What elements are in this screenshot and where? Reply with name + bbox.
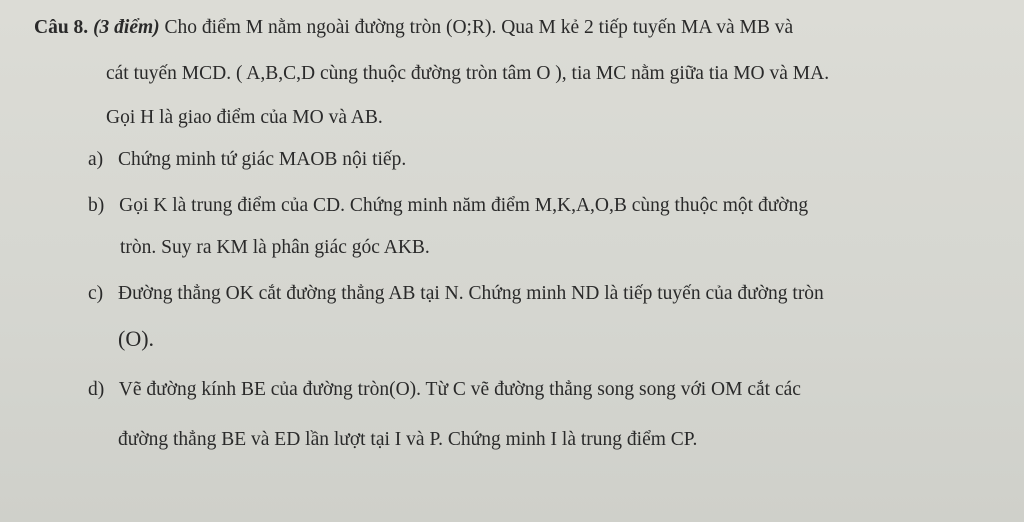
part-c-text-2: (O). [118,326,155,351]
part-d-text-2: đường thẳng BE và ED lần lượt tại I và P. Chứng minh I là trung điểm CP. [118,429,698,450]
question-number: Câu 8. [34,17,89,38]
part-c-text-1: Đường thẳng OK cắt đường thẳng AB tại N. Chứng minh ND là tiếp tuyến của đường tròn [118,283,824,304]
part-a [88,150,406,170]
question-line-2: cát tuyến MCD. ( A,B,C,D cùng thuộc đường tròn tâm O ), tia MC nằm giữa tia MO và MA. [106,63,830,84]
part-c-label: c) [88,283,104,304]
part-b-label: b) [88,195,105,216]
part-b-text-1: Gọi K là trung điểm của CD. Chứng minh năm điểm M,K,A,O,B cùng thuộc một đường [119,195,809,216]
question-points: (3 điểm) [93,17,160,38]
part-b-text-2: tròn. Suy ra KM là phân giác góc AKB. [120,237,430,258]
part-d [88,380,801,400]
part-d-label: d) [88,379,105,400]
part-b [88,196,808,216]
question-header-line [34,18,793,38]
part-d-text-1: Vẽ đường kính BE của đường tròn(O). Từ C vẽ đường thẳng song song với OM cắt các [118,379,801,400]
question-line-3: Gọi H là giao điểm của MO và AB. [106,107,383,128]
question-intro: Cho điểm M nằm ngoài đường tròn (O;R). Qua M kẻ 2 tiếp tuyến MA và MB và [164,17,794,38]
part-a-label: a) [88,149,104,170]
part-c [88,284,824,304]
part-a-text: Chứng minh tứ giác MAOB nội tiếp. [118,149,407,170]
